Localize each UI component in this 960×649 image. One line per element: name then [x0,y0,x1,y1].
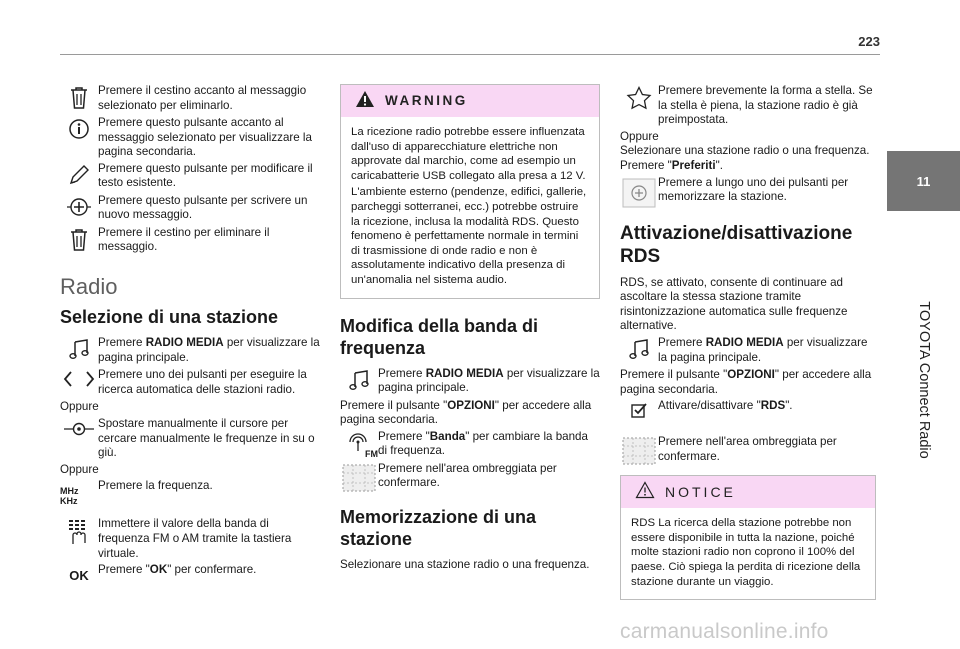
list-item: Premere il cestino accanto al messaggio selezionato per eliminarlo. [60,84,322,116]
list-item: Premere a lungo uno dei pulsanti per memorizzare la stazione. [620,176,876,208]
list-item: Premere questo pulsante accanto al messaggio selezionato per visualizzare la pagina secondaria. [60,116,322,162]
checkbox-icon [620,399,658,431]
mhz-khz-icon: MHz KHz [60,486,79,507]
info-icon [60,116,98,148]
warning-label: WARNING [385,92,468,108]
section-title-radio: Radio [60,273,118,299]
notice-body: RDS La ricerca della stazione potrebbe non essere disponibile in tutta la nazione, poiché molte stazioni radio non coprono il 100% del paese. Ciò spiega la perdita di ricezione della stazione durante un viaggio. [631,517,861,588]
list-item: Premere nell'area ombreggiata per confermare. [620,435,876,467]
notice-box [620,475,876,600]
header-rule [60,54,880,55]
list-item: Spostare manualmente il cursore per cercare manualmente le frequenze in su o giù. [60,417,322,463]
keypad-icon [60,517,98,549]
preset-add-icon [620,176,658,208]
chapter-title: TOYOTA Connect Radio [916,301,932,459]
ok-icon: OK [69,568,89,584]
list-item: Premere RADIO MEDIA per visualizzare la pagina principale. [60,336,322,368]
list-item: MHz KHz Premere la frequenza. [60,479,322,511]
chevrons-icon [60,368,98,400]
column-1 [60,84,322,599]
instruction-text: Premere il pulsante "OPZIONI" per accedere alla pagina secondaria. [340,398,592,427]
shaded-area-icon [620,435,658,467]
music-note-icon [620,336,658,368]
or-text: Oppure [620,129,659,143]
or-text: Oppure [60,462,99,476]
slider-cursor-icon [60,417,98,449]
column-2 [340,84,600,574]
list-item: Attivare/disattivare "RDS". [620,399,876,431]
chapter-tab[interactable]: 11 [887,151,960,211]
warning-header [341,85,599,117]
new-message-icon [60,194,98,226]
list-item: Premere brevemente la forma a stella. Se la stella è piena, la stazione radio è già preimpostata. [620,84,876,130]
instruction-text: Selezionare una stazione radio o una frequenza. [340,557,590,571]
list-item: Premere uno dei pulsanti per eseguire la ricerca automatica delle stazioni radio. [60,368,322,400]
page-number: 223 [858,34,880,49]
list-item: Premere il cestino per eliminare il messaggio. [60,226,322,258]
notice-triangle-icon [635,481,655,504]
list-item: Premere questo pulsante per scrivere un nuovo messaggio. [60,194,322,226]
section-heading: Attivazione/disattivazione RDS [620,222,853,267]
list-item: Premere questo pulsante per modificare il testo esistente. [60,162,322,194]
instruction-text: Selezionare una stazione radio o una frequenza. [620,144,870,158]
warning-box [340,84,600,299]
instruction-text: RDS, se attivato, consente di continuare ad ascoltare la stessa stazione tramite risintonizzazione automatica sulle frequenze alternative. [620,275,848,333]
warning-triangle-icon [355,90,375,113]
notice-header [621,476,875,508]
list-item: Premere RADIO MEDIA per visualizzare la pagina principale. [620,336,876,368]
list-item: Premere RADIO MEDIA per visualizzare la pagina principale. [340,367,600,399]
watermark: carmanualsonline.info [620,620,829,643]
or-text: Oppure [60,400,99,414]
warning-body: La ricezione radio potrebbe essere influenzata dall'uso di apparecchiature elettriche non approvate dal marchio, come ad esempio un caricabatterie USB collegato alla presa a 12 V. L'ambiente esterno (pendenze, edifici, gallerie, parcheggi sotterranei, ecc.) potrebbe ostruire la ricezione, inclusa la modalità RDS. Questo fenomeno è perfettamente normale in termini di trasmissione di onde radio e non è assolutamente indicativo della presenza di un'anomalia nel sistema audio. [351,126,587,286]
pencil-icon [60,162,98,194]
list-item: Immettere il valore della banda di frequenza FM o AM tramite la tastiera virtuale. [60,517,322,563]
shaded-area-icon [340,462,378,494]
section-heading: Selezione di una stazione [60,307,279,328]
section-heading: Modifica della banda di frequenza [340,315,539,358]
music-note-icon [60,336,98,368]
list-item: OK Premere "OK" per confermare. [60,563,322,599]
column-3 [620,84,876,600]
notice-label: NOTICE [665,483,736,500]
instruction-text: Premere "Preferiti". [620,158,723,172]
star-icon [620,84,658,116]
fm-band-icon: FM [340,430,378,462]
list-item: FM Premere "Banda" per cambiare la banda di frequenza. [340,430,600,462]
list-item: Premere nell'area ombreggiata per confermare. [340,462,600,494]
trash-icon [60,84,98,116]
instruction-text: Premere il pulsante "OPZIONI" per accedere alla pagina secondaria. [620,367,872,396]
trash-icon [60,226,98,258]
section-heading: Memorizzazione di una stazione [340,506,537,549]
music-note-icon [340,367,378,399]
